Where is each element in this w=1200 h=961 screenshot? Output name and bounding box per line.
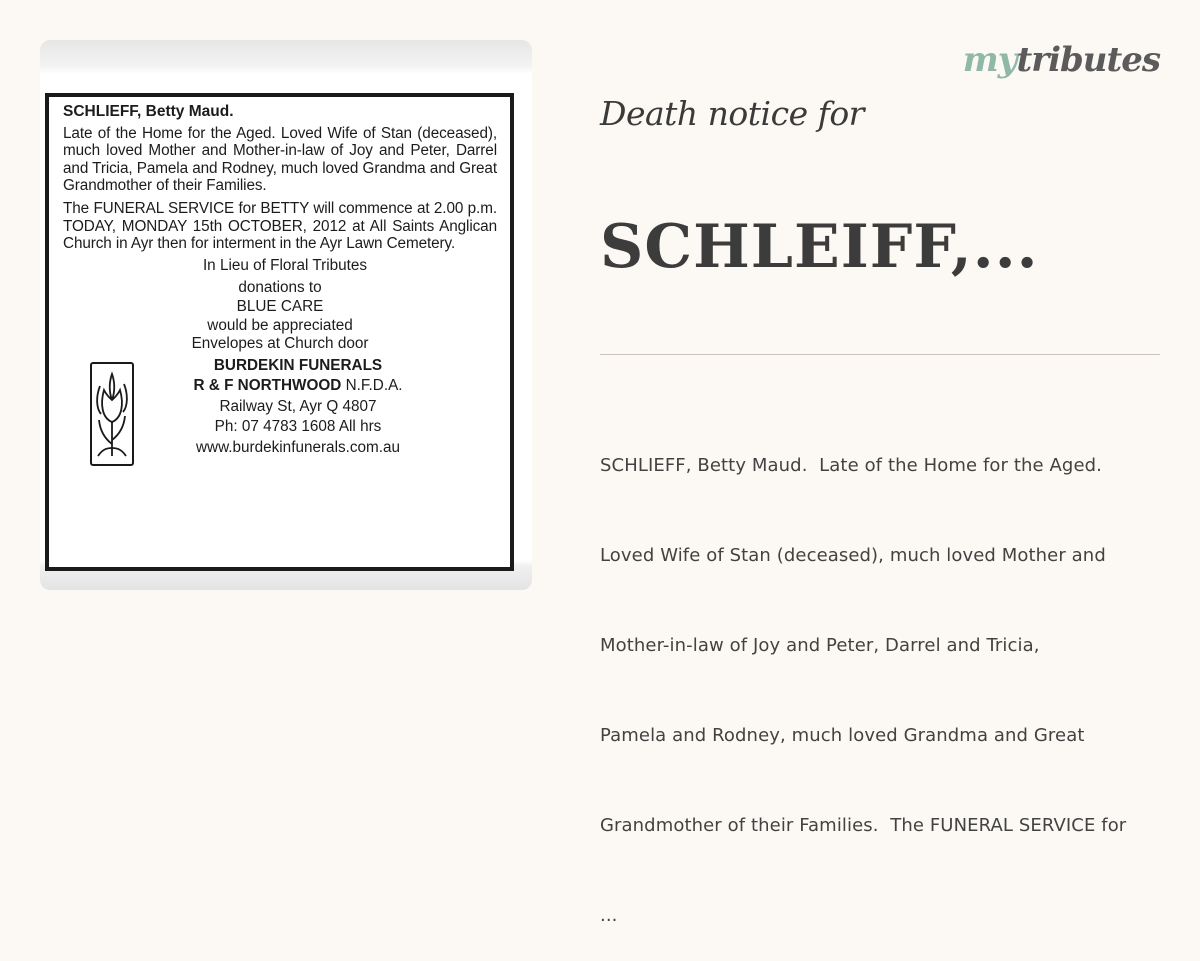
donations-line: donations to — [238, 279, 322, 297]
funeral-director-block — [63, 356, 497, 468]
fd-phone: Ph: 07 4783 1608 All hrs — [214, 418, 382, 436]
divider — [600, 354, 1160, 355]
excerpt-line: Pamela and Rodney, much loved Grandma and Great — [600, 725, 1085, 746]
excerpt-line: Grandmother of their Families. The FUNERAL SERVICE for — [600, 815, 1127, 836]
funeral-director-details — [153, 356, 443, 459]
brand-tributes: tributes — [1016, 40, 1160, 80]
deceased-name: SCHLEIFF,... — [600, 212, 1039, 282]
notice-paragraph-1: Late of the Home for the Aged. Loved Wife of Stan (deceased), much loved Mother and Mother-in-law of Joy and Peter, Darrel and Tricia, Pamela and Rodney, much loved Grandma and Great Grandmother of their Families. — [63, 124, 497, 195]
fd-website: www.burdekinfunerals.com.au — [195, 438, 401, 456]
fd-owners: R & F NORTHWOOD — [193, 377, 342, 395]
excerpt-line: ... — [600, 905, 618, 926]
notice-donations — [63, 279, 497, 353]
excerpt-line: Loved Wife of Stan (deceased), much loved Mother and — [600, 545, 1106, 566]
notice-excerpt — [600, 391, 1160, 961]
excerpt-line: SCHLIEFF, Betty Maud. Late of the Home for the Aged. — [600, 455, 1102, 476]
tulip-logo-icon — [90, 362, 134, 466]
notice-lieu: In Lieu of Floral Tributes — [202, 256, 368, 274]
notice-paragraph-2: The FUNERAL SERVICE for BETTY will commence at 2.00 p.m. TODAY, MONDAY 15th OCTOBER, 2012 at All Saints Anglican Church in Ayr then for interment in the Ayr Lawn Cemetery. — [63, 199, 497, 253]
excerpt-line: Mother-in-law of Joy and Peter, Darrel and Tricia, — [600, 635, 1040, 656]
fd-address: Railway St, Ayr Q 4807 — [219, 397, 377, 415]
mytributes-logo[interactable] — [963, 40, 1160, 80]
donations-line: would be appreciated — [207, 316, 353, 334]
death-notice-clipping — [45, 93, 514, 571]
page-heading: Death notice for — [600, 94, 864, 133]
fd-name: BURDEKIN FUNERALS — [213, 356, 383, 374]
fd-owners-line — [153, 376, 443, 397]
brand-my: my — [962, 40, 1017, 80]
notice-image-panel — [40, 40, 532, 590]
donations-line: BLUE CARE — [236, 297, 324, 315]
notice-name: SCHLIEFF, Betty Maud. — [63, 103, 234, 120]
fd-suffix: N.F.D.A. — [341, 377, 403, 395]
donations-line: Envelopes at Church door — [191, 335, 369, 353]
